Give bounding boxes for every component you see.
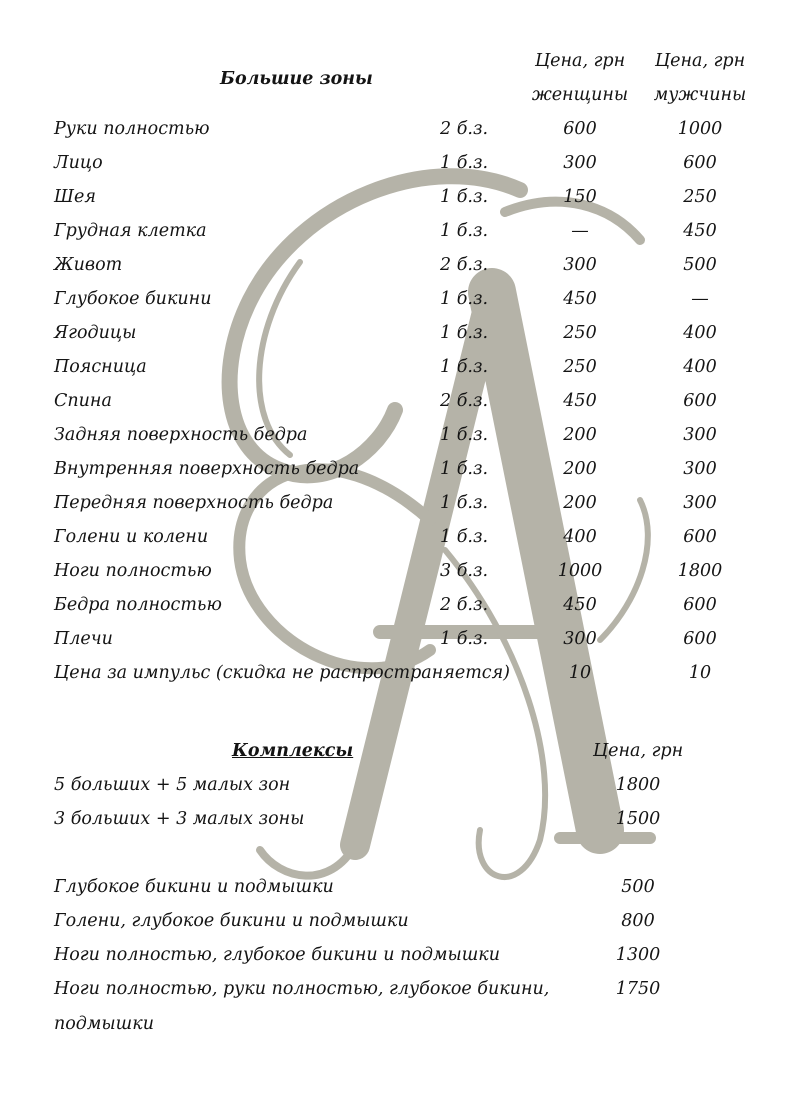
table-row [0, 910, 790, 944]
zone-name: Глубокое бикини [54, 289, 212, 309]
men-price: 400 [683, 323, 717, 343]
women-price: 400 [563, 527, 597, 547]
men-price: 600 [683, 595, 717, 615]
zone-count: 1 б.з. [440, 323, 489, 343]
table-row [0, 876, 790, 910]
men-price: 1000 [677, 119, 723, 139]
men-price-header-line1: Цена, грн [654, 51, 746, 71]
complex-price: 1500 [615, 809, 661, 829]
zone-name: Шея [54, 187, 96, 207]
table-row [0, 152, 790, 186]
women-price: 300 [563, 629, 597, 649]
table-row [0, 356, 790, 390]
zone-name: Внутренняя поверхность бедра [54, 459, 360, 479]
zone-name: Лицо [54, 153, 103, 173]
men-price: 600 [683, 629, 717, 649]
table-row [0, 288, 790, 322]
women-price: 600 [563, 119, 597, 139]
zone-count: 2 б.з. [440, 255, 489, 275]
zone-name: Передняя поверхность бедра [54, 493, 334, 513]
table-row [0, 560, 790, 594]
men-price: 400 [683, 357, 717, 377]
package-name-continued: подмышки [54, 1014, 154, 1034]
men-price: 450 [683, 221, 717, 241]
zone-name: Спина [54, 391, 112, 411]
women-price: 1000 [557, 561, 603, 581]
table-row [0, 424, 790, 458]
zone-count: 1 б.з. [440, 527, 489, 547]
women-price: 200 [563, 493, 597, 513]
women-price: 300 [563, 153, 597, 173]
table-row [0, 978, 790, 1038]
table-row [0, 492, 790, 526]
men-price-header-line2: мужчины [653, 85, 747, 105]
zone-name: Цена за импульс (скидка не распространяется) [54, 663, 511, 683]
zone-name: Руки полностью [54, 119, 210, 139]
zone-count: 2 б.з. [440, 391, 489, 411]
zone-name: Голени и колени [54, 527, 209, 547]
men-price: 600 [683, 527, 717, 547]
package-price: 500 [621, 877, 655, 897]
men-price: 500 [683, 255, 717, 275]
zone-name: Бедра полностью [54, 595, 222, 615]
table-row [0, 628, 790, 662]
women-price: 450 [563, 391, 597, 411]
women-price: 200 [563, 459, 597, 479]
women-price: 250 [563, 357, 597, 377]
women-price: 300 [563, 255, 597, 275]
zone-name: Живот [54, 255, 123, 275]
women-price: 150 [563, 187, 597, 207]
men-price: 300 [683, 493, 717, 513]
women-price: 450 [563, 289, 597, 309]
table-row [0, 186, 790, 220]
zone-count: 1 б.з. [440, 153, 489, 173]
women-price-header [520, 50, 640, 106]
zone-name: Плечи [54, 629, 113, 649]
zone-name: Ягодицы [54, 323, 137, 343]
men-price: 1800 [677, 561, 723, 581]
men-price: 300 [683, 459, 717, 479]
zone-count: 1 б.з. [440, 289, 489, 309]
complex-price: 1800 [615, 775, 661, 795]
men-price: 10 [688, 663, 712, 683]
women-price-header-line2: женщины [531, 85, 629, 105]
table-row [0, 944, 790, 978]
package-price: 1300 [615, 945, 661, 965]
package-name: Глубокое бикини и подмышки [54, 877, 334, 897]
women-price: 200 [563, 425, 597, 445]
men-price: 250 [683, 187, 717, 207]
zone-name: Грудная клетка [54, 221, 207, 241]
package-price: 1750 [615, 979, 661, 999]
table-row [0, 774, 790, 808]
complex-name: 5 больших + 5 малых зон [54, 775, 291, 795]
complexes-title: Комплексы [232, 741, 354, 761]
zone-name: Поясница [54, 357, 147, 377]
table-row [0, 322, 790, 356]
men-price-header [640, 50, 760, 106]
men-price: 600 [683, 391, 717, 411]
complex-name: 3 больших + 3 малых зоны [54, 809, 305, 829]
zone-count: 1 б.з. [440, 221, 489, 241]
package-name: Ноги полностью, глубокое бикини и подмышки [54, 945, 501, 965]
men-price: 300 [683, 425, 717, 445]
men-price: — [691, 289, 709, 309]
table-row [0, 254, 790, 288]
big-zones-title: Большие зоны [220, 69, 373, 89]
table-row [0, 390, 790, 424]
zone-count: 1 б.з. [440, 459, 489, 479]
table-row [0, 808, 790, 842]
table-row [0, 662, 790, 696]
package-name: Ноги полностью, руки полностью, глубокое бикини, [54, 979, 550, 999]
zone-count: 2 б.з. [440, 119, 489, 139]
women-price: — [571, 221, 589, 241]
women-price: 10 [568, 663, 592, 683]
men-price: 600 [683, 153, 717, 173]
package-price: 800 [621, 911, 655, 931]
women-price: 250 [563, 323, 597, 343]
table-row [0, 118, 790, 152]
table-row [0, 526, 790, 560]
women-price-header-line1: Цена, грн [534, 51, 626, 71]
table-row [0, 594, 790, 628]
zone-count: 2 б.з. [440, 595, 489, 615]
zone-name: Задняя поверхность бедра [54, 425, 308, 445]
complexes-price-header: Цена, грн [592, 741, 684, 761]
table-row [0, 220, 790, 254]
zone-count: 3 б.з. [440, 561, 489, 581]
zone-count: 1 б.з. [440, 357, 489, 377]
package-name: Голени, глубокое бикини и подмышки [54, 911, 409, 931]
zone-count: 1 б.з. [440, 493, 489, 513]
table-row [0, 458, 790, 492]
zone-name: Ноги полностью [54, 561, 212, 581]
zone-count: 1 б.з. [440, 187, 489, 207]
zone-count: 1 б.з. [440, 629, 489, 649]
zone-count: 1 б.з. [440, 425, 489, 445]
women-price: 450 [563, 595, 597, 615]
